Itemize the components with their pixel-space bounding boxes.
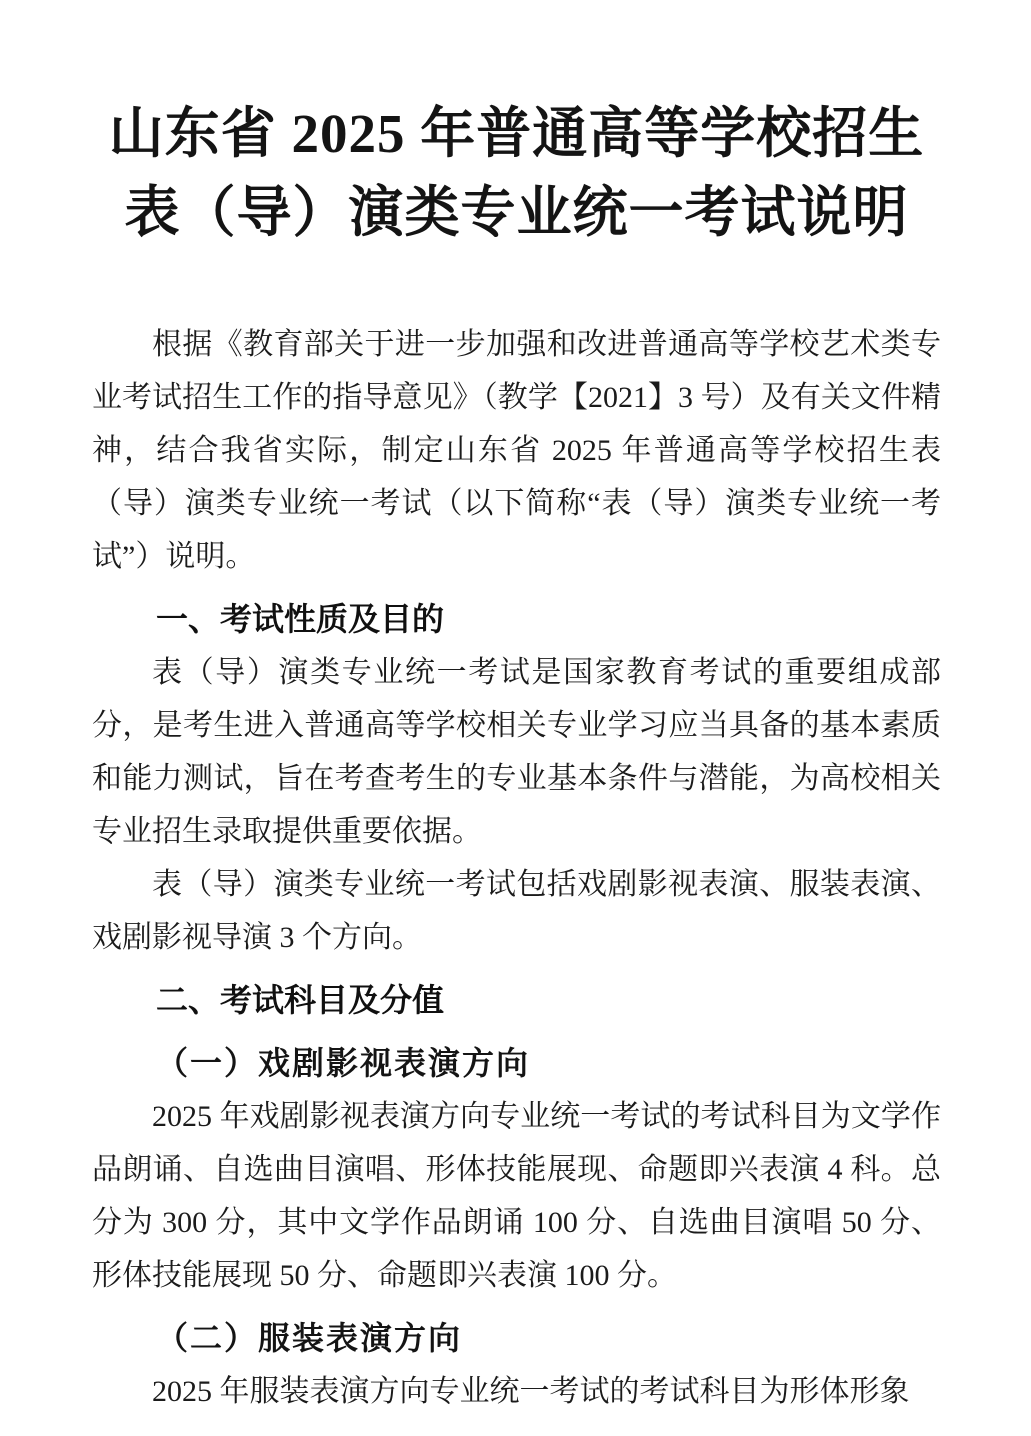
subsection-1-paragraph: 2025 年戏剧影视表演方向专业统一考试的考试科目为文学作品朗诵、自选曲目演唱、形体技能展现、命题即兴表演 4 科。总分为 300 分，其中文学作品朗诵 100 分、自选曲目演唱 50 分、形体技能展现 50 分、命题即兴表演 100 分。: [92, 1100, 941, 1292]
intro-paragraph: 根据《教育部关于进一步加强和改进普通高等学校艺术类专业考试招生工作的指导意见》（教学【2021】3 号）及有关文件精神，结合我省实际，制定山东省 2025 年普通高等学校招生表（导）演类专业统一考试（以下简称“表（导）演类专业统一考试”）说明。: [92, 328, 941, 573]
title-line-1: 山东省 2025 年普通高等学校招生: [108, 103, 925, 164]
subsection-2-paragraph: 2025 年服装表演方向专业统一考试的考试科目为形体形象: [152, 1375, 910, 1408]
title-line-2: 表（导）演类专业统一考试说明: [124, 182, 909, 243]
document-title: [92, 94, 941, 252]
section-1-heading: 一、考试性质及目的: [156, 601, 445, 637]
subsection-1-heading: （一）戏剧影视表演方向: [156, 1045, 531, 1081]
section-1-paragraph-2: 表（导）演类专业统一考试包括戏剧影视表演、服装表演、戏剧影视导演 3 个方向。: [92, 868, 941, 954]
subsection-2-heading: （二）服装表演方向: [156, 1320, 463, 1356]
section-1-paragraph-1: 表（导）演类专业统一考试是国家教育考试的重要组成部分，是考生进入普通高等学校相关专业学习应当具备的基本素质和能力测试，旨在考查考生的专业基本条件与潜能，为高校相关专业招生录取提供重要依据。: [92, 656, 941, 848]
section-2-heading: 二、考试科目及分值: [156, 982, 445, 1018]
